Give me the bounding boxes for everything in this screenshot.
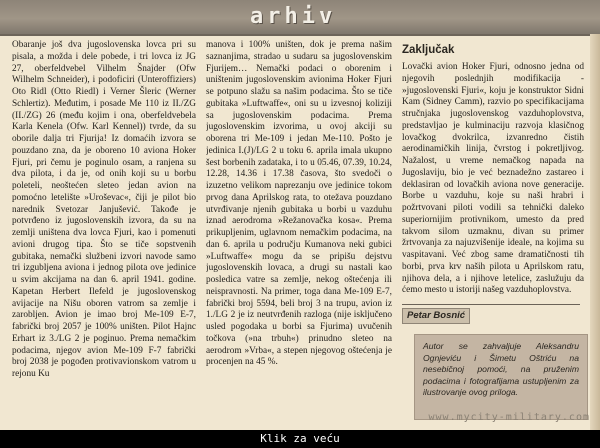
article-column-1 (12, 40, 196, 408)
section-banner (0, 0, 600, 36)
article-column-3 (402, 62, 584, 332)
column-3-text: Lovački avion Hoker Fjuri, odnosno jedna od njegovih poslednjih modifikacija - »jugoslovenski Fjuri«, koju je konstruktor Sidni Kam (Sidney Camm), razvio po specifikacijama stručnjaka jugoslovenskog vazduhoplovstva, predstavljao je kulminaciju razvoja klasičnog lovačkog dvokrilca, izvanredno čistih aerodinamičkih linija, čvrstog i pokretljivog. Nažalost, u vreme nemačkog napada na Jugoslaviju, bio je već beznadežno zastareo i deklasiran od lovačkih aviona nove generacije. Borbe u vazduhu, koje su naši hrabri i požrtvovani piloti vodili sa tehnički daleko superiornijim protivnikom, umesto da pred takvom silom uzmaknu, divan su primer žrtvovanja za najuzvišenije ideale, na kojima su vaspitavani. Već zbog same dramatičnosti tih borbi, prva krv naših pilota u Aprilskom ratu, njihova dela, a i njihove letelice, zaslužuju da ćemo mesto u istoriji našeg vazduhoplovstva. (402, 62, 584, 296)
site-watermark: www.mycity-military.com (428, 412, 590, 423)
page-edge-shadow (590, 34, 600, 430)
enlarge-link[interactable]: Klik za veću (0, 430, 600, 448)
column-1-text: Obaranje još dva jugoslovenska lovca pri su pisala, a možda i dele pobede, i tri lovca iz JG 27, oberfeldvebel Vilhelm Šnajder (Ofw Wilhelm Schneider), i podoficiri (Unteroffiziers) Oto Ridl (Otto Riedl) i Verner Šleric (Werner Schlertiz). Međutim, i posade Me 110 iz II./ZG (II./ZG) 26 (među kojim i ona, oberfeldvebela Karla Kenela (Ofw. Karl Kennel)) tvrde, da su oborile dalja tri Fjurija! Iz domaćih izvora se pouzdano zna, da je oboreno 10 aviona Hoker Fjuri, pri čemu je poginulo osam, a ranjena su dva pilota, i da je, od onih koji su u borbu poleteli, neoštećen sleteo jedan avion na pomoćno letelište »Uroševac«, čiji je pilot bio narednik Svetozar Janjušević. Takođe je potvrđeno iz jugoslovenskih izvora, da su na zemlji uništena dva lovca Fjuri, kao i pomenuti avioni drugog tipa. Što se tiče sopstvenih gubitaka, nemački službeni izvori navode samo tri izgubljena aviona i jednog pilota ove jedinice u svim akcijama na dan 6. april 1941. godine. Kapetan Herbert Ilefeld je jugoslovenskog avijacije na Nišu oboren vatrom sa zemlje i zarobljen. Avion je imao broj Me-109 E-7, fabrički broj 2057 je 100% uništen. Pilot Hajnc Erhart iz 3./LG 2 je poginuo. Prema nemačkim podacima, njegov avion Me-109 F-7 fabrički broj 2038 je pogođen protivavionskom vatrom u rejonu Ku (12, 40, 196, 379)
author-divider (402, 304, 580, 305)
article-column-2 (206, 40, 392, 408)
author-name: Petar Bosnić (402, 308, 470, 324)
section-banner-title: arhiv (250, 4, 337, 29)
conclusion-heading: Zaključak (402, 44, 455, 56)
column-2-text: manova i 100% uništen, dok je prema našim saznanjima, stradao u sudaru sa jugoslovenskim Fjurijem… Nemački podaci o oborenim i uništenim jugoslovenskim avionima Hoker Fjuri se potpuno slažu sa našim podacima. Što se tiče gubitaka »Luftwaffe«, oni su u izvesnoj koliziji sa jugoslovenskim podacima. Prema jugoslovenskim izvorima, u ovoj akciji su oborena tri Me-109 i jedan Me-110. Pošto je jedinica I.(J)/LG 2 u toku 6. aprila imala ukupno šest borbenih zadataka, i to u 05.46, 07.39, 10.24, 12.28, 14.36 i 17.38 časova, što svedoči o izuzetno velikom naprezanju ove jedinice tokom prvog dana Aprilskog rata, to otežava pouzdano utvrđivanje njenih gubitaka u borbi u vazduhu iznad aerodroma »Režanovačka kosa«. Prema prikupljenim, uglavnom nemačkim podacima, na dan 6. aprila u području Kumanova neki gubici »Luftwaffe« mogu da se pripišu dejstvu jugoslovenskih lovaca, a drugi su nastali kao posledica vatre sa zemlje, nekog oštećenja ili neispravnosti. Na primer, toga dana Me-109 E-7, fabrički broj 5594, beli broj 3 na trupu, avion iz 1./LG 2 je iz neutvrđenih razloga (nije isključeno usled pogodaka u borbi sa Fjurima) uvučenih točkova (»na trbuh«) prinudno sleteo na aerodrom »Vrba«, a stepen njegovog oštećenja je procenjen na 45 %. (206, 40, 392, 368)
acknowledgement-box: Autor se zahvaljuje Aleksandru Ognjeviću i Šimetu Oštriću na nesebičnoj pomoći, na pruženim podacima i fotografijama ustupljenim za ilustrovanje ovog priloga. (414, 334, 588, 420)
